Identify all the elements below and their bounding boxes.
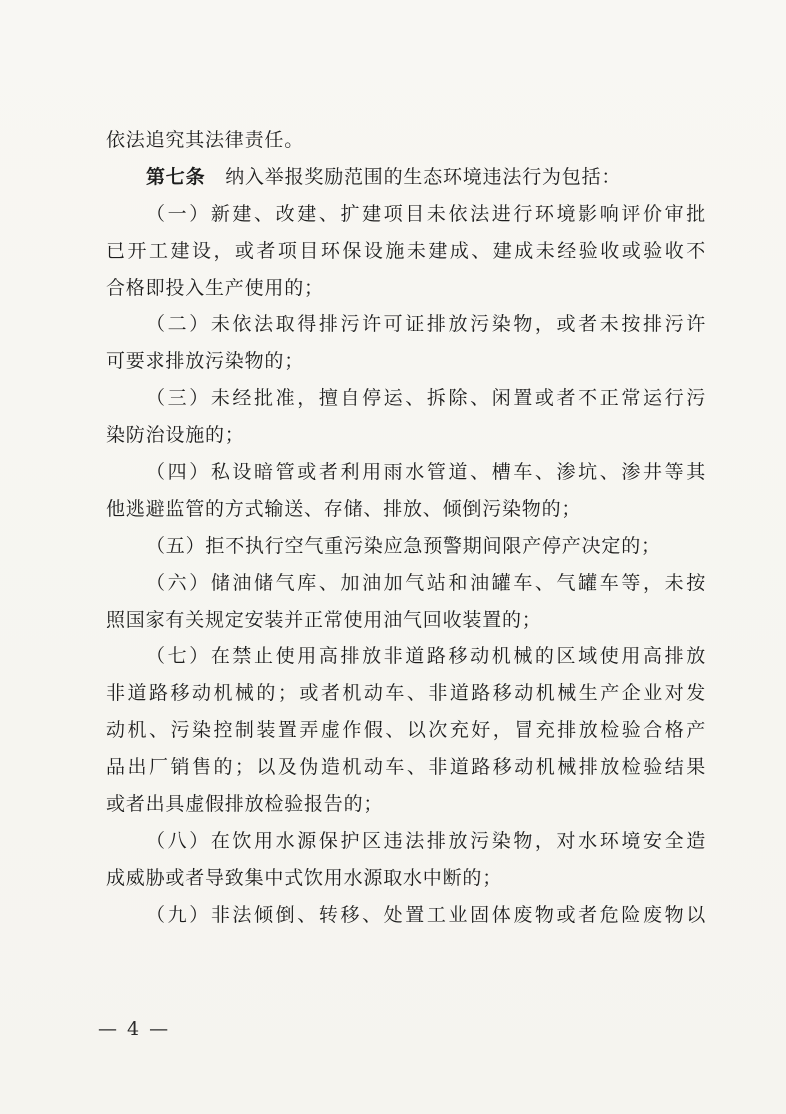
text-line (106, 306, 706, 343)
text-line (106, 638, 706, 675)
line-text: （五）拒不执行空气重污染应急预警期间限产停产决定的； (146, 534, 661, 557)
text-line (106, 528, 706, 565)
line-text: （六）储油储气库、加油加气站和油罐车、气罐车等，未按 (146, 571, 706, 594)
text-line (106, 417, 706, 454)
line-text: 依法追究其法律责任。 (106, 129, 305, 151)
text-line (106, 712, 706, 749)
line-text: 动机、污染控制装置弄虚作假、以次充好，冒充排放检验合格产 (106, 719, 706, 742)
text-line (106, 270, 706, 307)
line-text: （四）私设暗管或者利用雨水管道、槽车、渗坑、渗井等其 (146, 461, 706, 484)
text-line (106, 786, 706, 823)
line-text: （二）未依法取得排污许可证排放污染物，或者未按排污许 (146, 313, 706, 336)
text-line (106, 749, 706, 786)
text-line (106, 380, 706, 417)
article-label: 第七条 (146, 165, 206, 188)
text-line (106, 675, 706, 712)
line-text: （八）在饮用水源保护区违法排放污染物，对水环境安全造 (146, 829, 706, 852)
line-text: 合格即投入生产使用的； (106, 276, 324, 299)
line-text: 成威胁或者导致集中式饮用水源取水中断的； (106, 866, 503, 889)
line-text: 可要求排放污染物的； (106, 350, 305, 373)
line-text: （七）在禁止使用高排放非道路移动机械的区域使用高排放 (146, 645, 706, 668)
text-line (106, 159, 706, 196)
line-text: （三）未经批准，擅自停运、拆除、闲置或者不正常运行污 (146, 387, 706, 410)
text-line (106, 823, 706, 860)
text-line (106, 602, 706, 639)
line-text: 照国家有关规定安装并正常使用油气回收装置的； (106, 608, 542, 631)
line-text: 已开工建设，或者项目环保设施未建成、建成未经验收或验收不 (106, 239, 706, 262)
page-number: — 4 — (98, 1018, 171, 1040)
text-line (106, 122, 706, 159)
line-text: 或者出具虚假排放检验报告的； (106, 793, 384, 816)
text-line (106, 565, 706, 602)
text-line (106, 196, 706, 233)
line-text: （一）新建、改建、扩建项目未依法进行环境影响评价审批 (146, 202, 706, 225)
text-line (106, 233, 706, 270)
line-text: 染防治设施的； (106, 424, 245, 447)
text-line (106, 860, 706, 897)
body-text (106, 122, 706, 934)
text-line (106, 454, 706, 491)
line-text: 非道路移动机械的；或者机动车、非道路移动机械生产企业对发 (106, 682, 706, 705)
text-line (106, 897, 706, 934)
text-line (106, 491, 706, 528)
line-text: 品出厂销售的；以及伪造机动车、非道路移动机械排放检验结果 (106, 756, 706, 779)
line-text: 他逃避监管的方式输送、存储、排放、倾倒污染物的； (106, 497, 582, 520)
line-text: 纳入举报奖励范围的生态环境违法行为包括： (205, 165, 622, 188)
text-line (106, 343, 706, 380)
line-text: （九）非法倾倒、转移、处置工业固体废物或者危险废物以 (146, 903, 706, 926)
